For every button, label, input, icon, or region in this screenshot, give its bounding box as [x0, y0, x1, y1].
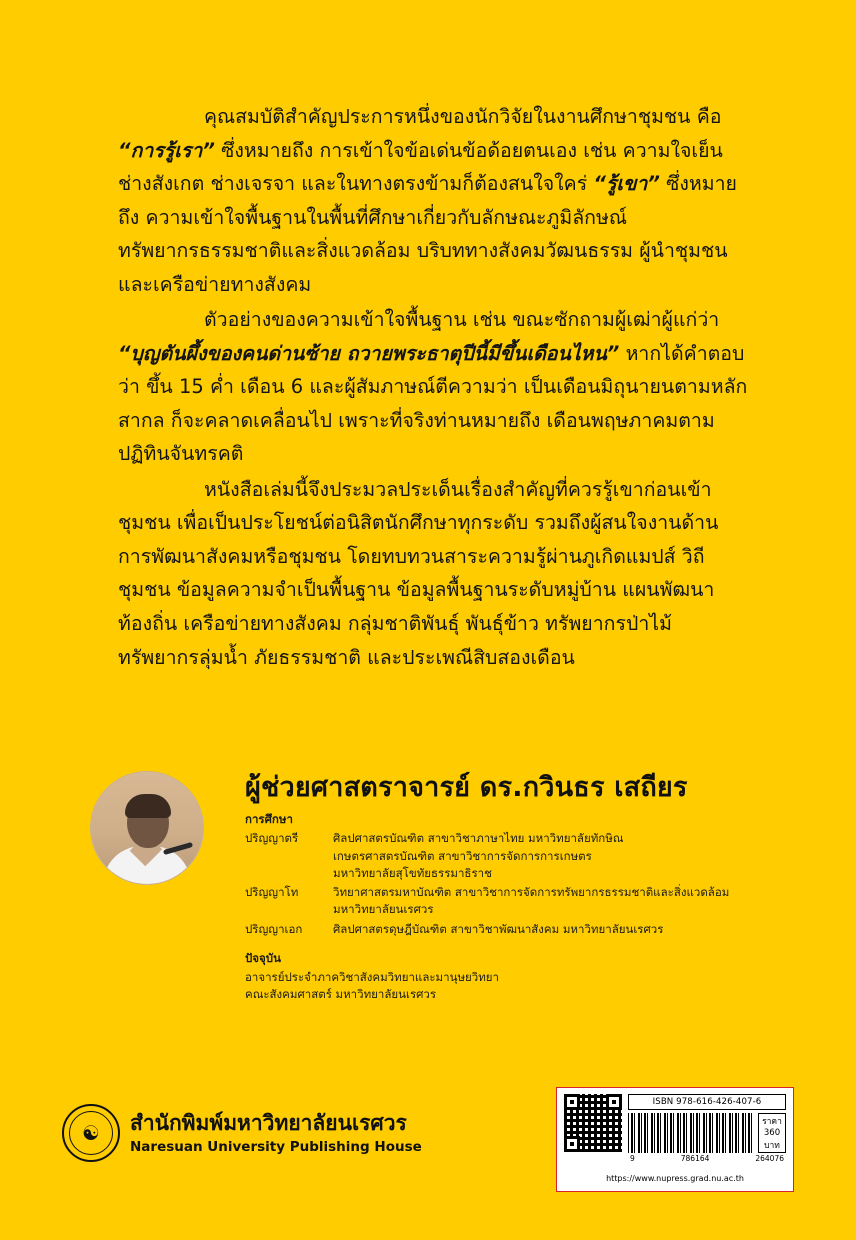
education-value: มหาวิทยาลัยสุโขทัยธรรมาธิราช [333, 865, 492, 880]
education-label-master: ปริญญาโท [245, 885, 299, 899]
university-seal-icon [62, 1104, 120, 1162]
education-value: มหาวิทยาลัยนเรศวร [333, 902, 434, 917]
photo-hair [125, 794, 171, 818]
education-value: ศิลปศาสตรบัณฑิต สาขาวิชาภาษาไทย มหาวิทยาลัยทักษิณ [333, 831, 624, 846]
education-values-doctorate [333, 921, 805, 938]
back-cover-body-text [118, 100, 748, 674]
author-cv [245, 809, 805, 1004]
isbn-right-column [628, 1094, 786, 1163]
education-row [245, 830, 805, 882]
education-row [245, 921, 805, 938]
education-value: เกษตรศาสตรบัณฑิต สาขาวิชาการจัดการการเกษตร [333, 848, 592, 863]
education-label-bachelor: ปริญญาตรี [245, 831, 299, 846]
paragraph-1-quote-1: “การรู้เรา” [118, 138, 215, 162]
paragraph-3-segment-1: หนังสือเล่มนี้จึงประมวลประเด็นเรื่องสำคัญที่ควรรู้เขาก่อนเข้าชุมชน เพื่อเป็นประโยชน์ต่อนิสิตนักศึกษาทุกระดับ รวมถึงผู้สนใจงานด้านการพัฒนาสังคมหรือชุมชน โดยทบทวนสาระความรู้ผ่านภูเกิดแมปส์ วิถีชุมชน ข้อมูลความจำเป็นพื้นฐาน ข้อมูลพื้นฐานระดับหมู่บ้าน แผนพัฒนาท้องถิ่น เครือข่ายทางสังคม กลุ่มชาติพันธุ์ พันธุ์ข้าว ทรัพยากรป่าไม้ ทรัพยากรลุ่มน้ำ ภัยธรรมชาติ และประเพณีสิบสองเดือน [118, 477, 719, 669]
publisher-names [130, 1111, 422, 1154]
cv-spacer [245, 938, 805, 948]
education-value: ศิลปศาสตรดุษฎีบัณฑิต สาขาวิชาพัฒนาสังคม มหาวิทยาลัยนเรศวร [333, 921, 664, 936]
seal-glyph: ☯ [82, 1121, 100, 1145]
author-name: ผู้ช่วยศาสตราจารย์ ดร.กวินธร เสถียร [245, 772, 688, 803]
qr-finder-top-left [564, 1094, 580, 1110]
barcode-digits [628, 1154, 786, 1163]
publisher-url[interactable]: https://www.nupress.grad.nu.ac.th [606, 1174, 744, 1183]
barcode-row [628, 1113, 786, 1153]
publisher-name-en: Naresuan University Publishing House [130, 1138, 422, 1155]
barcode-digit-left: 9 [630, 1154, 635, 1163]
publisher-name-th: สำนักพิมพ์มหาวิทยาลัยนเรศวร [130, 1111, 407, 1136]
paragraph-1 [118, 100, 748, 301]
publisher-block [62, 1104, 422, 1162]
paragraph-2-quote-1: “บุญตันผึ้งของคนด่านซ้าย ถวายพระธาตุปีนี้มีขึ้นเดือนไหน” [118, 341, 620, 365]
barcode-digit-right: 264076 [755, 1154, 784, 1163]
qr-finder-bottom-left [564, 1136, 580, 1152]
education-label-doctorate: ปริญญาเอก [245, 921, 303, 936]
education-row [245, 884, 805, 919]
barcode-icon [628, 1113, 754, 1153]
education-values-master [333, 884, 805, 919]
qr-code-icon[interactable] [564, 1094, 622, 1152]
education-values-bachelor [333, 830, 805, 882]
paragraph-2 [118, 303, 748, 471]
current-position-line: คณะสังคมศาสตร์ มหาวิทยาลัยนเรศวร [245, 987, 437, 1002]
isbn-number: ISBN 978-616-426-407-6 [628, 1094, 786, 1110]
isbn-barcode-panel [556, 1087, 794, 1192]
paragraph-3 [118, 473, 748, 674]
paragraph-1-quote-2: “รู้เขา” [593, 172, 660, 196]
author-photo [90, 771, 204, 885]
paragraph-1-segment-2: ซึ่งหมายถึง การเข้าใจข้อเด่นข้อด้อยตนเอง เช่น ความใจเย็น ช่างสังเกต ช่างเจรจา และในทางตรงข้ามก็ต้องสนใจใคร่ [118, 138, 723, 196]
isbn-top-row [564, 1094, 786, 1170]
paragraph-1-segment-1: คุณสมบัติสำคัญประการหนึ่งของนักวิจัยในงานศึกษาชุมชน คือ [204, 105, 722, 128]
price-label: ราคา 360 บาท [758, 1113, 786, 1153]
education-value: วิทยาศาสตรมหาบัณฑิต สาขาวิชาการจัดการทรัพยากรธรรมชาติและสิ่งแวดล้อม [333, 885, 730, 899]
education-heading: การศึกษา [245, 812, 293, 826]
paragraph-2-segment-1: ตัวอย่างของความเข้าใจพื้นฐาน เช่น ขณะซักถามผู้เฒ่าผู้แก่ว่า [204, 308, 720, 332]
paragraph-2-segment-2: หากได้คำตอบว่า ขึ้น 15 ค่ำ เดือน 6 และผู้สัมภาษณ์ตีความว่า เป็นเดือนมิถุนายนตามหลักสากล ก็จะคลาดเคลื่อนไป เพราะที่จริงท่านหมายถึง เดือนพฤษภาคมตามปฏิทินจันทรคติ [118, 341, 748, 466]
current-position-line: อาจารย์ประจำภาควิชาสังคมวิทยาและมานุษยวิทยา [245, 970, 500, 984]
current-position-heading: ปัจจุบัน [245, 950, 281, 965]
qr-finder-top-right [606, 1094, 622, 1110]
paragraph-1-segment-3: ซึ่งหมายถึง ความเข้าใจพื้นฐานในพื้นที่ศึกษาเกี่ยวกับลักษณะภูมิลักษณ์ ทรัพยากรธรรมชาติและสิ่งแวดล้อม บริบททางสังคมวัฒนธรรม ผู้นำชุมชน และเครือข่ายทางสังคม [118, 172, 737, 296]
barcode-digit-mid: 786164 [680, 1154, 710, 1163]
